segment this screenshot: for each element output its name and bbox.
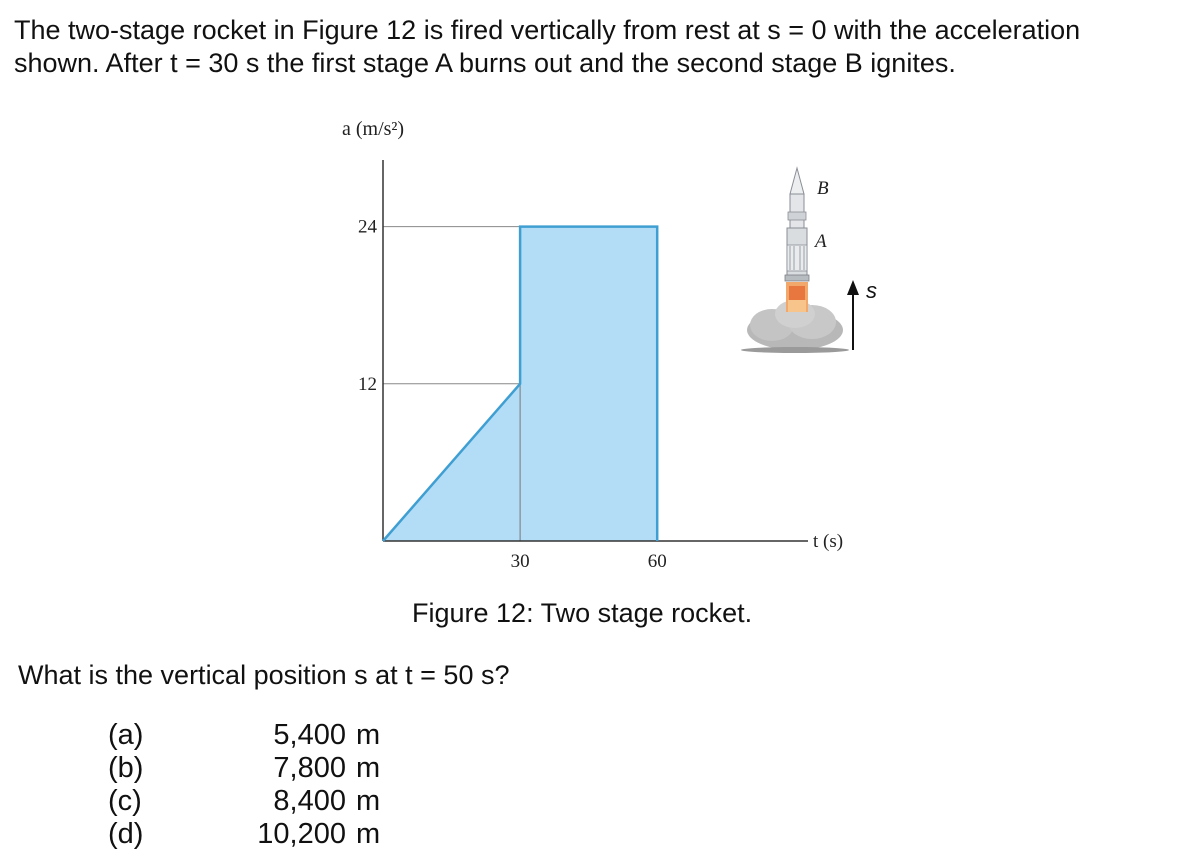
figure-caption: Figure 12: Two stage rocket.: [412, 598, 753, 628]
answer-choices: [108, 719, 408, 851]
stage-a-label: A: [815, 231, 827, 252]
question-text: What is the vertical position s at t = 50 s?: [18, 660, 510, 690]
problem-line-1: The two-stage rocket in Figure 12 is fired vertically from rest at s = 0 with the acceleration: [14, 15, 1081, 45]
choice-b-value: 7,800: [273, 752, 346, 784]
exhaust-flame: [786, 282, 808, 312]
choice-c-unit: m: [356, 785, 381, 817]
x-tick-label-30: 30: [510, 551, 530, 572]
rocket-illustration: [741, 168, 877, 353]
choice-d[interactable]: [108, 818, 408, 851]
choice-a[interactable]: [108, 719, 408, 752]
y-tick-label-24: 24: [358, 216, 377, 238]
choice-d-label: (d): [108, 818, 144, 850]
stage-b-body: [790, 194, 804, 228]
choice-c[interactable]: [108, 785, 408, 818]
choice-b-unit: m: [356, 752, 381, 784]
choice-c-value: 8,400: [273, 785, 346, 817]
position-arrow-head: [847, 280, 859, 295]
y-tick-label-12: 12: [358, 373, 377, 395]
x-axis-label: t (s): [813, 531, 844, 552]
choice-d-value: 10,200: [257, 818, 346, 850]
rocket-nose-cone: [790, 168, 804, 194]
choice-b-label: (b): [108, 752, 144, 784]
y-axis-label: a (m/s²): [342, 118, 405, 140]
choice-a-label: (a): [108, 719, 144, 751]
problem-line-2: shown. After t = 30 s the first stage A burns out and the second stage B ignites.: [14, 48, 956, 78]
stage-b-label: B: [817, 178, 829, 199]
choice-a-value: 5,400: [273, 719, 346, 751]
choice-a-unit: m: [356, 719, 381, 751]
choice-b[interactable]: [108, 752, 408, 785]
x-tick-label-60: 60: [647, 551, 667, 572]
choice-c-label: (c): [108, 785, 142, 817]
position-label: s: [866, 278, 877, 303]
choice-d-unit: m: [356, 818, 381, 850]
